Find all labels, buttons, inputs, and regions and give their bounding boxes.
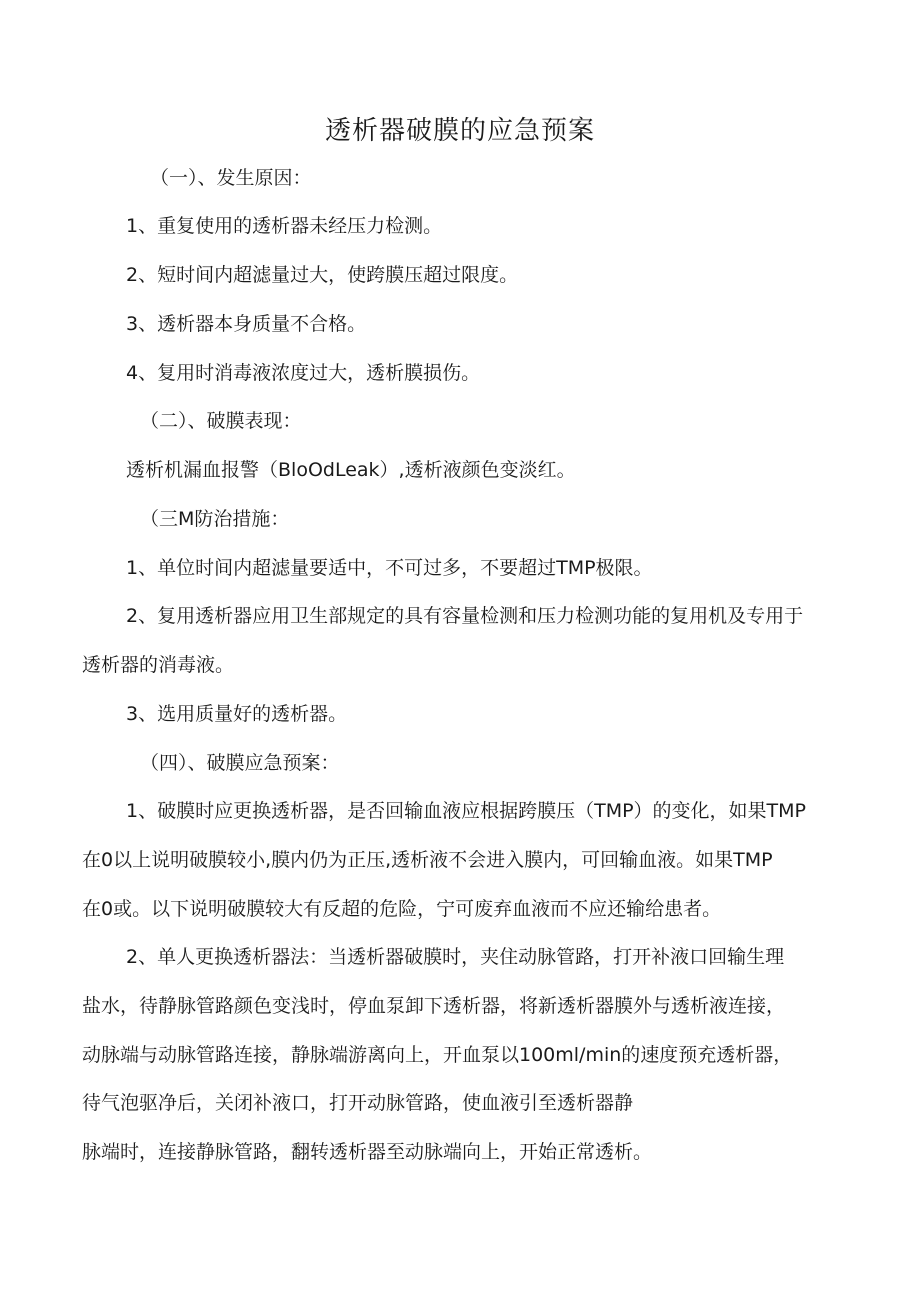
emergency-item-2-cont-3: 待气泡驱净后，关闭补液口，打开动脉管路，使血液引至透析器静 — [82, 1092, 634, 1114]
prevention-item-1: 1、单位时间内超滤量要适中，不可过多，不要超过TMP极限。 — [126, 557, 653, 579]
section-heading-symptoms: （二）、破膜表现： — [140, 410, 302, 432]
prevention-item-2: 2、复用透析器应用卫生部规定的具有容量检测和压力检测功能的复用机及专用于 — [126, 605, 804, 627]
emergency-item-1: 1、破膜时应更换透析器，是否回输血液应根据跨膜压（TMP）的变化，如果TMP — [126, 800, 807, 822]
page-title: 透析器破膜的应急预案 — [324, 116, 595, 146]
section-heading-prevention: （三M防治措施： — [140, 508, 290, 530]
section-heading-emergency: （四）、破膜应急预案： — [140, 752, 340, 774]
emergency-item-1-cont-1: 在0以上说明破膜较小,膜内仍为正压,透析液不会进入膜内，可回输血液。如果TMP — [82, 849, 773, 871]
emergency-item-2-cont-1: 盐水，待静脉管路颜色变浅时，停血泵卸下透析器，将新透析器膜外与透析液连接， — [82, 995, 786, 1017]
emergency-item-2-cont-4: 脉端时，连接静脉管路，翻转透析器至动脉端向上，开始正常透析。 — [82, 1141, 653, 1163]
emergency-item-1-cont-2: 在0或。以下说明破膜较大有反超的危险，宁可废弃血液而不应还输给患者。 — [82, 898, 722, 920]
emergency-item-2: 2、单人更换透析器法：当透析器破膜时，夹住动脉管路，打开补液口回输生理 — [126, 946, 785, 968]
cause-item-4: 4、复用时消毒液浓度过大，透析膜损伤。 — [126, 362, 481, 384]
prevention-item-3: 3、选用质量好的透析器。 — [126, 703, 348, 725]
symptom-text: 透析机漏血报警（BloOdLeak）,透析液颜色变淡红。 — [126, 459, 576, 481]
cause-item-2: 2、短时间内超滤量过大，使跨膜压超过限度。 — [126, 264, 519, 286]
section-heading-causes: （一）、发生原因： — [150, 167, 312, 189]
prevention-item-2-cont: 透析器的消毒液。 — [82, 654, 235, 676]
emergency-item-2-cont-2: 动脉端与动脉管路连接，静脉端游离向上，开血泵以100ml/min的速度预充透析器， — [82, 1044, 793, 1066]
cause-item-1: 1、重复使用的透析器未经压力检测。 — [126, 215, 443, 237]
cause-item-3: 3、透析器本身质量不合格。 — [126, 313, 367, 335]
